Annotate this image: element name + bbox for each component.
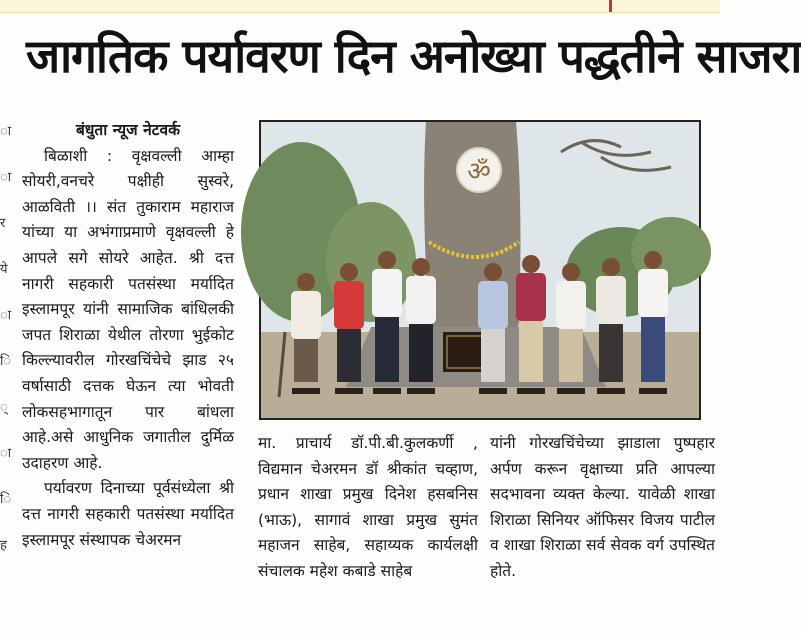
person bbox=[478, 263, 508, 394]
fragment: ा bbox=[0, 446, 12, 461]
fragment: ा bbox=[0, 170, 12, 185]
fragment: ये bbox=[0, 262, 8, 277]
byline: बंधुता न्यूज नेटवर्क bbox=[75, 121, 181, 139]
person bbox=[334, 263, 364, 394]
adjacent-column-fragment bbox=[0, 120, 14, 620]
person bbox=[516, 255, 546, 394]
photo-illustration bbox=[261, 122, 699, 418]
fragment: ि bbox=[0, 354, 12, 369]
top-color-strip bbox=[0, 0, 720, 13]
person bbox=[556, 263, 586, 394]
fragment: ि bbox=[0, 492, 12, 507]
person bbox=[638, 251, 668, 394]
paragraph-1: बिळाशी : वृक्षवल्ली आम्हा सोयरी,वनचरे पक्षीही सुस्वरे, आळविती ।। संत तुकाराम महाराज यांच्या या अभंगाप्रमाणे वृक्षवल्ली हे आपले सगे सोयरे आहेत. श्री दत्त नागरी सहकारी पतसंस्था मर्यादित इस्लामपूर यांनी सामाजिक बांधिलकी जपत शिराळा येथील तोरणा भुईकोट किल्ल्यावरील गोरखचिंचेचे झाड २५ वर्षासाठी दत्तक घेऊन त्या भोवती लोकसहभागातून पार बांधला आहे.असे आधुनिक जगातील दुर्मिळ उदाहरण आहे. bbox=[22, 146, 234, 472]
paragraph-2: पर्यावरण दिनाच्या पूर्वसंध्येला श्री दत्त नागरी सहकारी पतसंस्था मर्यादित इस्लामपूर संस्थापक चेअरमन bbox=[22, 479, 234, 549]
news-photo bbox=[259, 120, 701, 420]
person bbox=[596, 258, 626, 394]
headline: जागतिक पर्यावरण दिन अनोख्या पद्धतीने साजरा bbox=[26, 29, 801, 83]
fragment: ा bbox=[0, 124, 12, 139]
fragment: ् bbox=[0, 400, 8, 415]
top-red-marker bbox=[609, 0, 612, 12]
person bbox=[406, 258, 436, 394]
om-symbol: ॐ bbox=[467, 157, 491, 187]
fragment: र bbox=[0, 216, 6, 231]
paragraph-4: यांनी गोरखचिंचेच्या झाडाला पुष्पहार अर्पण करून वृक्षाच्या प्रति आपल्या सदभावना व्यक्त केल्या. यावेळी शाखा शिराळा सिनियर ऑफिसर विजय पाटील व शाखा शिराळा सर्व सेवक वर्ग उपस्थित होते. bbox=[490, 434, 715, 580]
fragment: ा bbox=[0, 308, 12, 323]
article-column-right bbox=[490, 431, 715, 585]
person bbox=[372, 251, 402, 394]
article-column-left bbox=[22, 118, 234, 553]
paragraph-3: मा. प्राचार्य डॉ.पी.बी.कुलकर्णी , विद्यमान चेअरमन डॉ श्रीकांत चव्हाण, प्रधान शाखा प्रमुख दिनेश हसबनिस (भाऊ), सागावं शाखा प्रमुख सुमंत महाजन साहेब, सहाय्यक कार्यलक्षी संचालक महेश कबाडे साहेब bbox=[258, 434, 478, 580]
fragment: ह bbox=[0, 538, 7, 553]
person bbox=[291, 273, 321, 394]
article-column-middle bbox=[258, 431, 478, 585]
